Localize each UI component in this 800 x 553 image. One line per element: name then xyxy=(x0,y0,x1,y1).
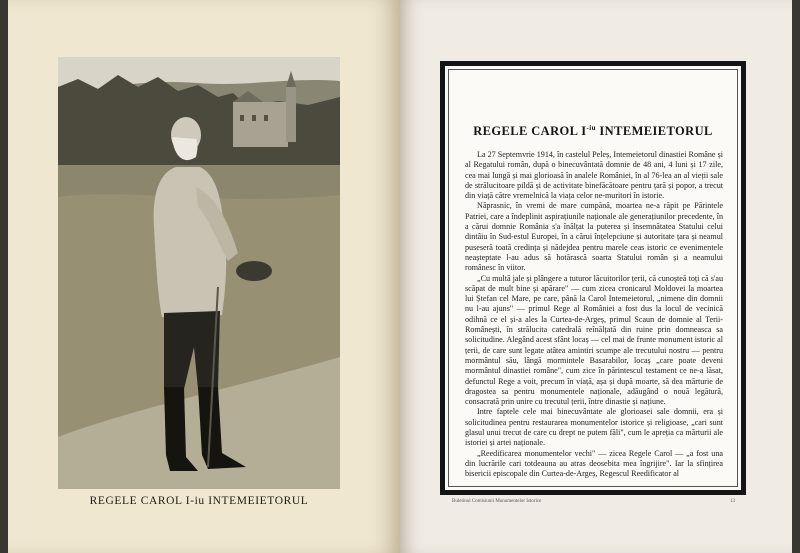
title-main: REGELE CAROL I xyxy=(473,124,587,139)
photo-caption: REGELE CAROL I-iu INTEMEIETORUL xyxy=(89,495,309,507)
paragraph: „Cu multă jale și plângere a tuturor lăcuitorilor țerii, că cunoșteă toți că s'au scăpat de mult bine și apărare" — cum zicea cronicarul Moldovei la moartea lui Ștefan cel Mare, pe care, până la Carol Intemeietorul, „nimene din domnii nu l-au ajuns" — primul Rege al României a fost dus la locul de vecinică odihnă ce el și-a ales la Curtea-de-Argeș, primul Scaun de domnie al Terii-Românești, în strălucita catedrală reînălțată din ruine prin domneasca sa solicitudine. Alegând acest sfânt locaș — cel mai de frunte monument istoric al țerii, de care sunt legate atâtea amintiri scumpe ale trecutului nostru — pentru mormântul său, lângă mormintele Basarabilor, locaș „care poate deveni mormântul dinastiei române", cum zice în părintescul testament ce ne-a lăsat, defunctul Rege a voit, precum în viață, așa și după moarte, să dea mărturie de dragostea sa pentru monumentele naționale, adăugând o nouă legătură, consacrată prin unire cu trecutul țerii, între dinastie și națiune. xyxy=(465,273,723,407)
left-page xyxy=(8,0,400,553)
page-footer: Buletinul Comisiunii Monumentelor Istorice xyxy=(452,499,542,504)
portrait-photo xyxy=(58,57,340,489)
paragraph: Intre faptele cele mai binecuvântate ale glorioasei sale domnii, era și solicitudinea pentru restaurarea monumentelor istorice și religioase, „cari sunt glasul unui trecut de care cu drept ne putem făli", cum le apreția ca mărturii ale istoriei și artei naționale. xyxy=(465,407,723,448)
page-number: 13 xyxy=(730,499,735,504)
mourning-frame xyxy=(440,61,746,495)
paragraph: „Reedificarea monumentelor vechi" — zicea Regele Carol — „a fost una din lucrările cari totdeauna au atras deosebita mea îngrijire". Iar la sfințirea bisericii episcopale din Curtea-de-Argeș, Regescul Reedificator al xyxy=(465,448,723,479)
article-body xyxy=(465,150,723,480)
paragraph: La 27 Septemvrie 1914, în castelul Peleș, Intemeietorul dinastiei Române și al Regatului român, după o binecuvântată domnie de 48 ani, 4 luni și 17 zile, cea mai lungă și mai glorioasă în analele României, în al 76-lea an al vieții sale de strălucitoare pildă și de activitate binefăcătoare pentru țară și popor, a trecut din viață către vremelnică la viața celor ne-muritori în istorie. xyxy=(465,150,723,201)
paragraph: Năprasnic, în vremi de mare cumpănă, moartea ne-a răpit pe Părintele Patriei, care a îndeplinit aspirațiunile naționale ale generațiunilor precedente, în a cărui domnie România s'a înălțat la puterea și însemnătatea Statului celui dintâiu în Sud-estul Europei, în a cărui înțelepciune și autoritate țara și neamul puseseră toată credința și nădejdea pentru marele ceas istoric ce evenimentele neașteptate l-au adus să hotărască soarta Statului român și a neamului românesc în viitor. xyxy=(465,201,723,273)
title-rest: INTEMEIETORUL xyxy=(595,124,713,139)
title-sup: -iu xyxy=(586,124,596,132)
portrait-illustration xyxy=(58,57,340,489)
right-page xyxy=(400,0,792,553)
article-title xyxy=(445,124,741,139)
